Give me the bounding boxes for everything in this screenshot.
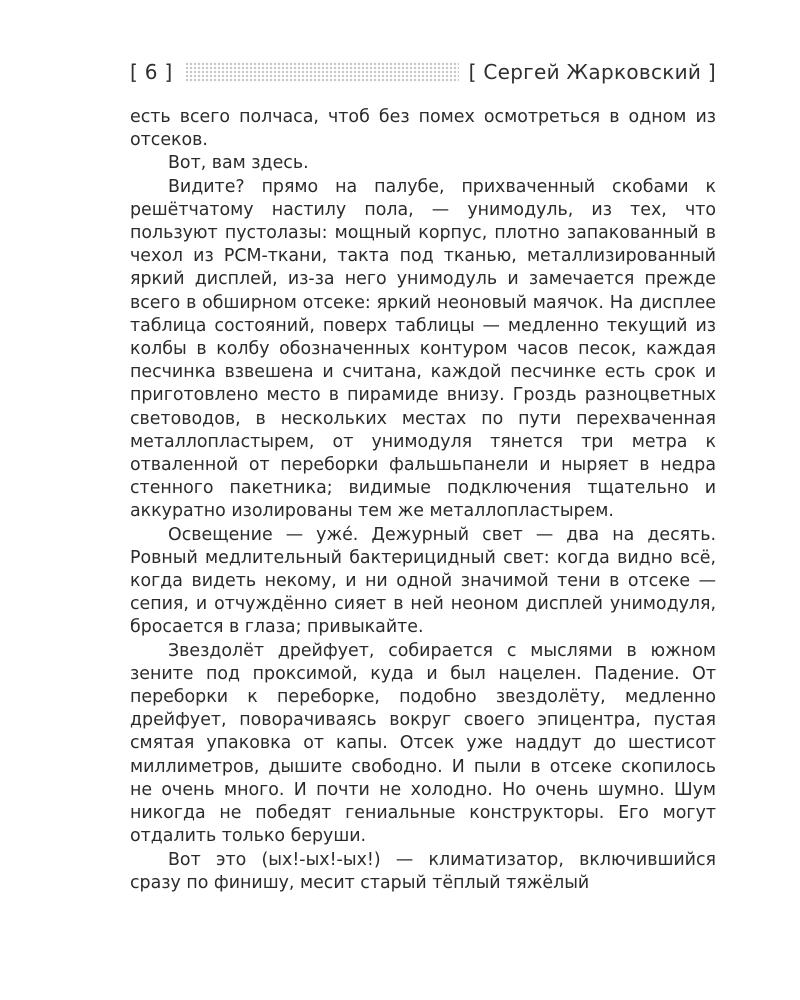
paragraph-continuation: есть всего полчаса, чтоб без помех осмотреться в одном из отсеков. (130, 107, 716, 151)
paragraph-continued: Вот это (ых!-ых!-ых!) — климатизатор, включившийся сразу по финишу, месит старый тёплый тяжёлый (130, 849, 716, 893)
body-text (130, 106, 716, 895)
paragraph: Освещение — ужé. Дежурный свет — два на десять. Ровный медлительный бактерицидный свет: когда видно всё, когда видеть некому, и ни одной значимой тени в отсеке — сепия, и отчуждённо сияет в ней неоном дисплей унимодуля, бросается в глаза; привыкайте. (130, 524, 716, 638)
paragraph: Видите? прямо на палубе, прихваченный скобами к решётчатому настилу пола, — унимодуль, из тех, что пользуют пустолазы: мощный корпус, плотно запакованный в чехол из РСМ-ткани, такта под тканью, металлизированный яркий дисплей, из-за него унимодуль и замечается прежде всего в обширном отсеке: яркий неоновый маячок. На дисплее таблица состояний, поверх таблицы — медленно текущий из колбы в колбу обозначенных контуром часов песок, каждая песчинка взвешена и считана, каждой песчинке есть срок и приготовлено место в пирамиде внизу. Гроздь разноцветных световодов, в нескольких местах по пути перехваченная металлопластырем, от унимодуля тянется три метра к отваленной от переборки фальшьпанели и ныряет в недра стенного пакетника; видимые подключения тщательно и аккуратно изолированы тем же металлопластырем. (130, 176, 716, 522)
paragraph: Звездолёт дрейфует, собирается с мыслями в южном зените под проксимой, куда и был нацелен. Падение. От переборки к переборке, подобно звездолёту, медленно дрейфует, поворачиваясь вокруг своего эпицентра, пустая смятая упаковка от капы. Отсек уже наддут до шестисот миллиметров, дышите свободно. И пыли в отсеке скопилось не очень много. И почти не холодно. Но очень шумно. Шум никогда не победят гениальные конструкторы. Его могут отдалить только беруши. (130, 640, 716, 847)
paragraph: Вот, вам здесь. (168, 153, 309, 174)
page-number: [ 6 ] (130, 60, 173, 84)
header-dot-rule (185, 61, 459, 83)
running-head-author: [ Сергей Жарковский ] (468, 60, 716, 84)
page-header (130, 58, 716, 86)
